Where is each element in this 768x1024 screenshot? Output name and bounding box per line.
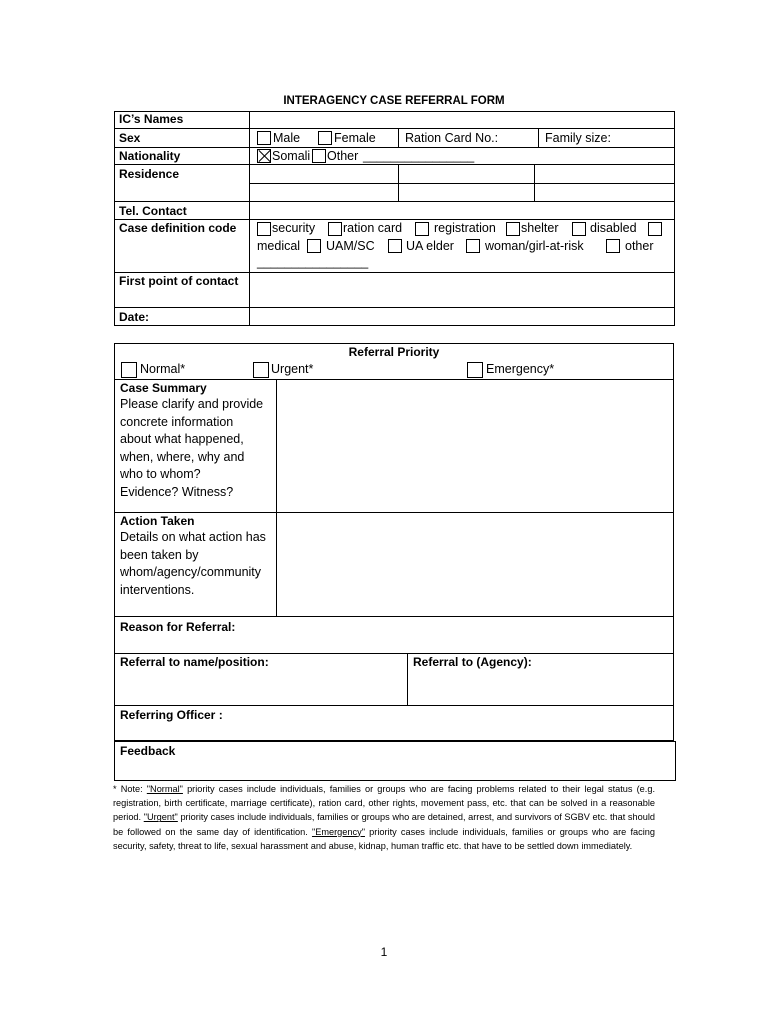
urgent-term: "Urgent": [143, 812, 178, 823]
instruction-line: been taken by: [120, 547, 199, 562]
row-divider: [249, 183, 675, 184]
row-divider: [114, 219, 675, 220]
ration-card-label: Ration Card No.:: [405, 131, 499, 145]
referral-priority-title: Referral Priority: [348, 345, 440, 359]
action-taken-title: Action Taken: [120, 514, 195, 528]
note-prefix: * Note:: [113, 784, 147, 794]
case-summary-field[interactable]: [277, 380, 673, 512]
ua-elder-label: UA elder: [406, 239, 454, 253]
row-divider: [114, 653, 674, 654]
registration-label: registration: [434, 221, 496, 235]
uam-sc-label: UAM/SC: [326, 239, 375, 253]
referring-officer-label: Referring Officer :: [120, 708, 223, 722]
instruction-line: who to whom?: [120, 467, 201, 481]
instruction-line: when, where, why and: [120, 449, 245, 464]
feedback-label: Feedback: [120, 744, 176, 758]
uam-sc-checkbox[interactable]: [307, 239, 321, 253]
priority-definitions-note: [113, 782, 655, 853]
medical-checkbox[interactable]: [648, 222, 662, 236]
case-definition-label: Case definition code: [119, 221, 237, 235]
instruction-line: Details on what action has: [120, 530, 266, 544]
instruction-line: whom/agency/community: [120, 565, 262, 579]
other-nationality-label: Other: [327, 149, 359, 163]
feedback-box[interactable]: [114, 741, 676, 781]
row-divider: [114, 128, 675, 129]
ration-card-checkbox[interactable]: [328, 222, 342, 236]
disabled-label: disabled: [590, 221, 637, 235]
row-divider: [114, 705, 674, 706]
sex-label: Sex: [119, 131, 141, 145]
row-divider: [114, 307, 675, 308]
woman-girl-at-risk-checkbox[interactable]: [466, 239, 480, 253]
family-size-label: Family size:: [545, 131, 611, 145]
normal-priority-label: Normal*: [140, 362, 186, 376]
ua-elder-checkbox[interactable]: [388, 239, 402, 253]
nationality-label: Nationality: [119, 149, 181, 163]
referral-to-name-label: Referral to name/position:: [120, 655, 269, 669]
note-text: priority cases include individuals, families or groups who are detained, arrest, and survivors of SGBV etc. that should be followed on the same day of identification.: [113, 812, 655, 837]
row-divider: [114, 147, 675, 148]
ration-card-code-label: ration card: [343, 221, 403, 235]
security-label: security: [272, 221, 316, 235]
normal-priority-checkbox[interactable]: [121, 362, 137, 378]
instruction-line: concrete information: [120, 414, 234, 429]
cell-divider: [534, 164, 535, 201]
form-title: INTERAGENCY CASE REFERRAL FORM: [283, 95, 505, 107]
emergency-priority-checkbox[interactable]: [467, 362, 483, 378]
other-nationality-checkbox[interactable]: [312, 149, 326, 163]
cell-divider: [538, 128, 539, 147]
emergency-term: "Emergency": [311, 826, 365, 837]
instruction-line: interventions.: [120, 582, 195, 597]
instruction-line: Evidence? Witness?: [120, 484, 234, 499]
emergency-priority-label: Emergency*: [486, 362, 555, 376]
registration-checkbox[interactable]: [415, 222, 429, 236]
cell-divider: [398, 164, 399, 201]
male-label: Male: [273, 131, 301, 145]
tel-contact-label: Tel. Contact: [119, 204, 187, 218]
case-summary-instructions: [120, 396, 275, 501]
urgent-priority-label: Urgent*: [271, 362, 314, 376]
cell-divider: [407, 653, 408, 705]
somali-checkbox-checked[interactable]: [257, 149, 271, 163]
instruction-line: about what happened,: [120, 432, 244, 446]
somali-label: Somali: [272, 149, 311, 163]
urgent-priority-checkbox[interactable]: [253, 362, 269, 378]
medical-label: medical: [257, 239, 301, 253]
disabled-checkbox[interactable]: [572, 222, 586, 236]
date-label: Date:: [119, 310, 150, 324]
row-divider: [114, 201, 675, 202]
male-checkbox[interactable]: [257, 131, 271, 145]
instruction-line: Please clarify and provide: [120, 397, 264, 411]
referral-to-agency-label: Referral to (Agency):: [413, 655, 532, 669]
ics-names-label: IC’s Names: [119, 112, 184, 126]
residence-label: Residence: [119, 167, 180, 181]
reason-for-referral-label: Reason for Referral:: [120, 620, 236, 634]
row-divider: [114, 164, 675, 165]
woman-girl-at-risk-label: woman/girl-at-risk: [485, 239, 584, 253]
shelter-checkbox[interactable]: [506, 222, 520, 236]
shelter-label: shelter: [521, 221, 559, 235]
cell-divider: [398, 128, 399, 147]
female-checkbox[interactable]: [318, 131, 332, 145]
page-number: 1: [380, 945, 388, 959]
row-divider: [114, 272, 675, 273]
note-text: priority cases include individuals, families or groups who are facing security, safety, threat to life, sexual harassment and abuse, kidnap, human traffic etc. that have to be settled down immediately.: [113, 826, 655, 851]
other-nationality-blank: ________________: [363, 149, 475, 163]
case-summary-title: Case Summary: [120, 381, 207, 395]
other-code-blank: ________________: [257, 255, 369, 269]
row-divider: [114, 616, 674, 617]
note-text: priority cases include individuals, families or groups who are facing problems related to their legal status (e.g. registration, birth certificate, marriage certificate), ration card, other rights, movement pass, etc. that can be solved in a reasonable period.: [113, 784, 655, 823]
other-code-label: other: [625, 239, 654, 253]
first-point-of-contact-label: First point of contact: [119, 274, 239, 288]
security-checkbox[interactable]: [257, 222, 271, 236]
normal-term: "Normal": [146, 784, 183, 794]
female-label: Female: [334, 131, 376, 145]
action-taken-instructions: [120, 529, 275, 599]
action-taken-field[interactable]: [277, 513, 673, 616]
other-code-checkbox[interactable]: [606, 239, 620, 253]
